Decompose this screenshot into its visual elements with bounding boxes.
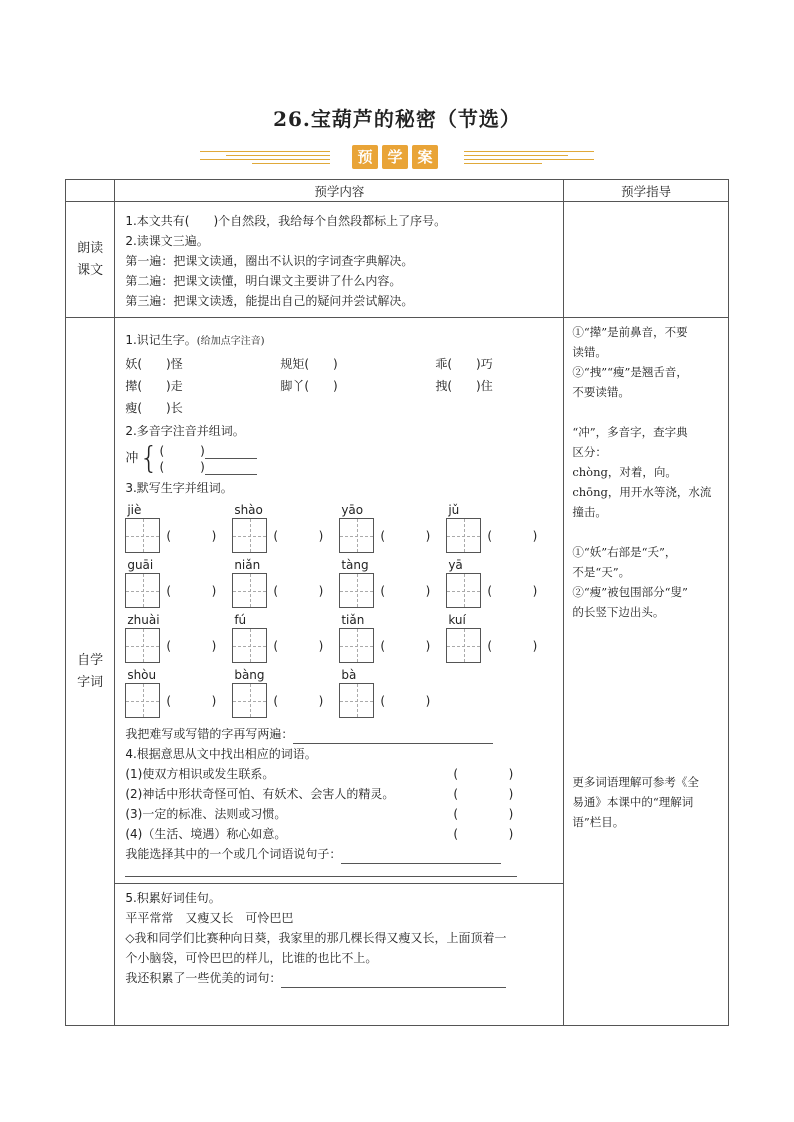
answer-blank[interactable]: ( ) [453, 827, 514, 841]
writing-cell[interactable] [339, 683, 374, 718]
guide-line: 的长竖下边出头。 [572, 605, 665, 619]
guide-line: 撞击。 [572, 505, 607, 519]
answer-blank[interactable]: ( ) [453, 787, 514, 801]
guide-line [572, 522, 720, 542]
guide-line: 更多词语理解可参考《全 [572, 775, 699, 789]
word-blank[interactable]: ( ) [166, 638, 217, 653]
reading-line: 2.读课文三遍。 [125, 234, 209, 248]
decor-lines-right [464, 151, 594, 167]
grid-item [339, 500, 441, 553]
reading-guide [564, 202, 729, 318]
pinyin-label: shòu [127, 668, 157, 682]
writing-cell[interactable] [446, 628, 481, 663]
grid-item [232, 610, 334, 663]
guide-line: ②“拽”“瘦”是翘舌音， [572, 365, 688, 379]
q5-title: 5.积累好词佳句。 [125, 891, 221, 905]
q4-title: 4.根据意思从文中找出相应的词语。 [125, 747, 317, 761]
word-blank[interactable]: ( ) [273, 583, 324, 598]
grid-item [125, 555, 227, 608]
header-guide: 预学指导 [564, 180, 729, 202]
word-blank[interactable]: ( ) [487, 583, 538, 598]
writing-cell[interactable] [339, 518, 374, 553]
pinyin-label: jiè [127, 503, 142, 517]
q5-sentence: ◇我和同学们比赛种向日葵，我家里的那几棵长得又瘦又长，上面顶着一 [125, 931, 507, 945]
pinyin-label: kuí [448, 613, 466, 627]
word-blank[interactable]: ( ) [380, 583, 431, 598]
grid-item [446, 555, 548, 608]
q2-polyphone: 冲 { ( ) ( ) [125, 443, 553, 475]
q3-grid [125, 500, 553, 718]
pinyin-label: zhuài [127, 613, 160, 627]
badge-char: 预 [352, 145, 378, 169]
writing-cell[interactable] [339, 628, 374, 663]
pinyin-label: shào [234, 503, 263, 517]
grid-row [125, 610, 553, 663]
q5-sentence: 个小脑袋，可怜巴巴的样儿，比谁的也比不上。 [125, 951, 378, 965]
reading-line: 第三遍：把课文读透，能提出自己的疑问并尝试解决。 [125, 294, 414, 308]
header-empty [66, 180, 115, 202]
q5-words: 平平常常 又瘦又长 可怜巴巴 [125, 911, 294, 925]
pinyin-label: yā [448, 558, 463, 572]
word-blank[interactable]: ( ) [273, 638, 324, 653]
grid-item [232, 665, 334, 718]
q3-title: 3.默写生字并组词。 [125, 481, 233, 495]
section-banner [200, 145, 594, 175]
decor-lines-left [200, 151, 330, 167]
grid-item [339, 555, 441, 608]
grid-row [125, 555, 553, 608]
q1-title: 1.识记生字。(给加点字注音) [125, 333, 265, 347]
pinyin-label: bàng [234, 668, 265, 682]
q1-row: 瘦( )长 [125, 401, 183, 415]
writing-cell[interactable] [446, 573, 481, 608]
word-blank[interactable]: ( ) [166, 528, 217, 543]
writing-cell[interactable] [125, 683, 160, 718]
guide-line: 不是“天”。 [572, 565, 631, 579]
q4-item: (2)神话中形状奇怪可怕、有妖术、会害人的精灵。 ( ) [125, 784, 513, 804]
grid-item [125, 665, 227, 718]
grid-item [339, 610, 441, 663]
word-blank[interactable]: ( ) [273, 528, 324, 543]
word-blank[interactable]: ( ) [380, 528, 431, 543]
word-blank[interactable]: ( ) [380, 693, 431, 708]
reading-line: 1.本文共有( )个自然段，我给每个自然段都标上了序号。 [125, 214, 447, 228]
grid-item [125, 610, 227, 663]
page-title: 26.宝葫芦的秘密（节选） [273, 107, 521, 131]
answer-blank[interactable]: ( ) [453, 807, 514, 821]
vocab-content [115, 318, 564, 1026]
q4-list [125, 764, 553, 844]
word-blank[interactable]: ( ) [273, 693, 324, 708]
badge-char: 学 [382, 145, 408, 169]
pinyin-label: jǔ [448, 503, 460, 517]
guide-line: 语”栏目。 [572, 815, 625, 829]
word-blank[interactable]: ( ) [380, 638, 431, 653]
reading-line: 第二遍：把课文读懂，明白课文主要讲了什么内容。 [125, 274, 402, 288]
q4-item: (4)（生活、境遇）称心如意。 ( ) [125, 824, 513, 844]
q4-sentence: 我能选择其中的一个或几个词语说句子： [125, 844, 553, 864]
guide-line: ①“撵”是前鼻音，不要 [572, 325, 688, 339]
header-content: 预学内容 [115, 180, 564, 202]
word-blank[interactable]: ( ) [166, 583, 217, 598]
writing-cell[interactable] [232, 573, 267, 608]
q4-item: (3)一定的标准、法则或习惯。 ( ) [125, 804, 513, 824]
grid-item [446, 610, 548, 663]
q1-row: 妖( )怪 规矩( ) 乖( )巧 [125, 357, 493, 371]
word-blank[interactable]: ( ) [487, 638, 538, 653]
writing-cell[interactable] [125, 518, 160, 553]
reading-line: 第一遍：把课文读通，圈出不认识的字词查字典解决。 [125, 254, 414, 268]
writing-cell[interactable] [232, 683, 267, 718]
guide-line: 不要读错。 [572, 385, 630, 399]
grid-row [125, 665, 553, 718]
answer-blank[interactable]: ( ) [453, 767, 514, 781]
pinyin-label: yāo [341, 503, 364, 517]
writing-cell[interactable] [232, 518, 267, 553]
guide-line: ①“妖”右部是“夭”， [572, 545, 677, 559]
badge-char: 案 [412, 145, 438, 169]
pinyin-label: tàng [341, 558, 369, 572]
q5-more: 我还积累了一些优美的词句： [125, 968, 553, 988]
grid-item [232, 555, 334, 608]
guide-line: 读错。 [572, 345, 607, 359]
grid-item [446, 500, 548, 553]
guide-line: chòng，对着，向。 [572, 465, 677, 479]
pinyin-label: guāi [127, 558, 154, 572]
pinyin-label: fú [234, 613, 247, 627]
grid-item [339, 665, 441, 718]
grid-row [125, 500, 553, 553]
study-table [65, 179, 729, 1026]
guide-line: ②“瘦”被包围部分“叟” [572, 585, 688, 599]
guide-line: 区分： [572, 445, 607, 459]
grid-item [125, 500, 227, 553]
reading-content [115, 202, 564, 318]
grid-item [232, 500, 334, 553]
word-blank[interactable]: ( ) [166, 693, 217, 708]
q1-row: 撵( )走 脚丫( ) 拽( )住 [125, 379, 493, 393]
pinyin-label: tiǎn [341, 613, 365, 627]
writing-cell[interactable] [125, 573, 160, 608]
guide-line: 易通》本课中的“理解词 [572, 795, 694, 809]
vocab-guide [564, 318, 729, 1026]
guide-line [572, 402, 720, 422]
pinyin-label: bà [341, 668, 357, 682]
writing-cell[interactable] [446, 518, 481, 553]
row-label-vocab: 自学 字词 [66, 318, 115, 1026]
guide-line: chōng，用开水等浇，水流 [572, 485, 712, 499]
writing-cell[interactable] [339, 573, 374, 608]
row-label-reading: 朗读 课文 [66, 202, 115, 318]
q2-title: 2.多音字注音并组词。 [125, 424, 245, 438]
q4-item: (1)使双方相识或发生联系。 ( ) [125, 764, 513, 784]
guide-line: “冲”，多音字，查字典 [572, 425, 688, 439]
writing-cell[interactable] [232, 628, 267, 663]
pinyin-label: niǎn [234, 558, 261, 572]
word-blank[interactable]: ( ) [487, 528, 538, 543]
q3-rewrite: 我把难写或写错的字再写两遍： [125, 724, 553, 744]
writing-cell[interactable] [125, 628, 160, 663]
